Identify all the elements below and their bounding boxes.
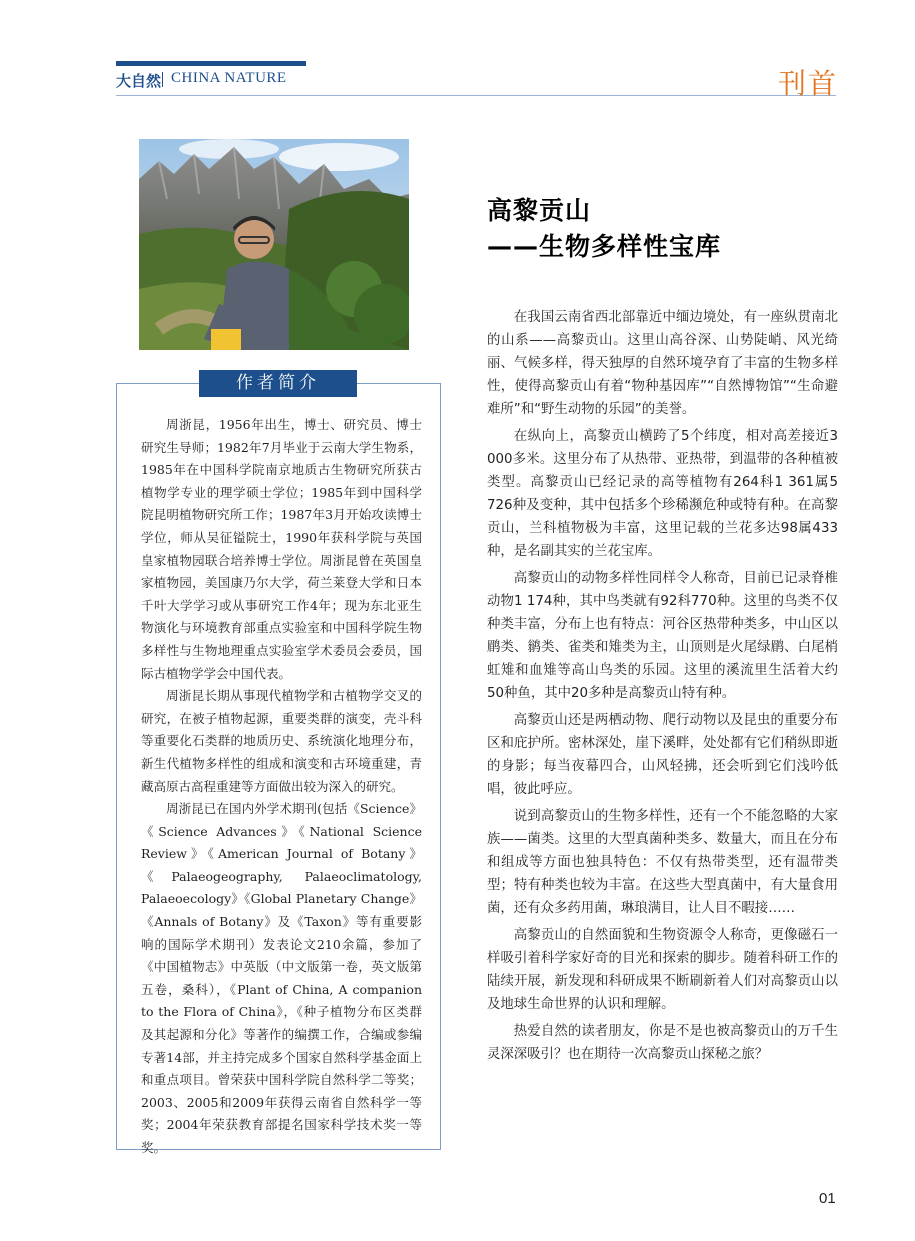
header-accent-bar xyxy=(116,61,306,66)
author-bio-paragraph: 周浙昆长期从事现代植物学和古植物学交叉的研究，在被子植物起源，重要类群的演变，壳斗科等重要化石类群的地质历史、系统演化地理分布，新生代植物多样性的组成和演变和古环境重建，青藏高原古高程重建等方面做出较为深入的研究。 xyxy=(141,688,422,794)
page-number: 01 xyxy=(819,1190,836,1207)
author-bio-paragraph: 周浙昆，1956年出生，博士、研究员、博士研究生导师；1982年7月毕业于云南大学生物系，1985年在中国科学院南京地质古生物研究所获古植物学专业的理学硕士学位；1985年到中国科学院昆明植物研究所工作；1987年3月开始攻读博士学位，师从吴征镒院士，1990年获科学院与英国皇家植物园联合培养博士学位。周浙昆曾在英国皇家植物园，美国康乃尔大学，荷兰莱登大学和日本千叶大学学习或从事研究工作4年；现为东北亚生物演化与环境教育部重点实验室和中国科学院生物多样性与生物地理重点实验室学术委员会委员，国际古植物学学会中国代表。 xyxy=(141,417,422,681)
author-bio-heading: 作者简介 xyxy=(199,370,357,397)
author-photo xyxy=(139,139,409,350)
article-paragraph: 说到高黎贡山的生物多样性，还有一个不能忽略的大家族——菌类。这里的大型真菌种类多、数量大，而且在分布和组成等方面也独具特色：不仅有热带类型，还有温带类型；特有种类也较为丰富。在这些大型真菌中，有大量食用菌，还有众多药用菌，琳琅满目，让人目不暇接…… xyxy=(487,809,838,916)
article-paragraph: 高黎贡山的动物多样性同样令人称奇，目前已记录脊椎动物1 174种，其中鸟类就有92科770种。这里的鸟类不仅种类丰富，分布上也有特点：河谷区热带种类多，中山区以鹛类、鹟类、雀类和雉类为主，山顶则是火尾绿鹛、白尾梢虹雉和血雉等高山鸟类的乐园。这里的溪流里生活着大约50种鱼，其中20多种是高黎贡山特有种。 xyxy=(487,571,838,701)
article-paragraph: 在我国云南省西北部靠近中缅边境处，有一座纵贯南北的山系——高黎贡山。这里山高谷深、山势陡峭、风光绮丽、气候多样，得天独厚的自然环境孕育了丰富的生物多样性，使得高黎贡山有着“物种基因库”“自然博物馆”“生命避难所”和“野生动物的乐园”的美誉。 xyxy=(487,310,838,417)
article-paragraph: 在纵向上，高黎贡山横跨了5个纬度，相对高差接近3 000多米。这里分布了从热带、亚热带，到温带的各种植被类型。高黎贡山已经记录的高等植物有264科1 361属5 726种及变种，其中包括多个珍稀濒危种或特有种。在高黎贡山，兰科植物极为丰富，这里记载的兰花多达98属433种，是名副其实的兰花宝库。 xyxy=(487,429,838,559)
magazine-name-en: CHINA NATURE xyxy=(171,70,287,86)
article-subtitle: ——生物多样性宝库 xyxy=(487,232,722,261)
author-bio-paragraph: 周浙昆已在国内外学术期刊(包括《Science》《Science Advances》《National Science Review》《American Journal of Botany》《Palaeogeography, Palaeoclimatology, Palaeoecology》《Global Planetary Change》《Annals of Botany》及《Taxon》等有重要影响的国际学术期刊）发表论文210余篇，参加了《中国植物志》中英版（中文版第一卷，英文版第五卷，桑科），《Plant of China, A companion to the Flora of China》，《种子植物分布区类群及其起源和分化》等著作的编撰工作，合编或参编专著14部，并主持完成多个国家自然科学基金面上和重点项目。曾荣获中国科学院自然科学二等奖；2003、2005和2009年获得云南省自然科学一等奖；2004年荣获教育部提名国家科学技术奖一等奖。 xyxy=(141,801,422,1155)
magazine-name-cn: 大自然 xyxy=(116,72,162,90)
article-body xyxy=(487,306,838,1070)
article-paragraph: 高黎贡山还是两栖动物、爬行动物以及昆虫的重要分布区和庇护所。密林深处，崖下溪畔，处处都有它们稍纵即逝的身影；每当夜幕四合，山风轻拂，还会听到它们浅吟低唱，彼此呼应。 xyxy=(487,713,838,797)
magazine-name-separator xyxy=(162,72,163,87)
article-paragraph: 热爱自然的读者朋友，你是不是也被高黎贡山的万千生灵深深吸引？也在期待一次高黎贡山探秘之旅？ xyxy=(487,1024,838,1062)
article-paragraph: 高黎贡山的自然面貌和生物资源令人称奇，更像磁石一样吸引着科学家好奇的目光和探索的脚步。随着科研工作的陆续开展，新发现和科研成果不断刷新着人们对高黎贡山以及地球生命世界的认识和理解。 xyxy=(487,928,838,1012)
author-photo-mountain-scene-icon xyxy=(139,139,409,350)
article-title: 高黎贡山 xyxy=(487,196,592,225)
section-title: 刊首 xyxy=(778,67,839,100)
header-divider xyxy=(116,95,836,96)
author-bio-text xyxy=(141,414,422,1160)
